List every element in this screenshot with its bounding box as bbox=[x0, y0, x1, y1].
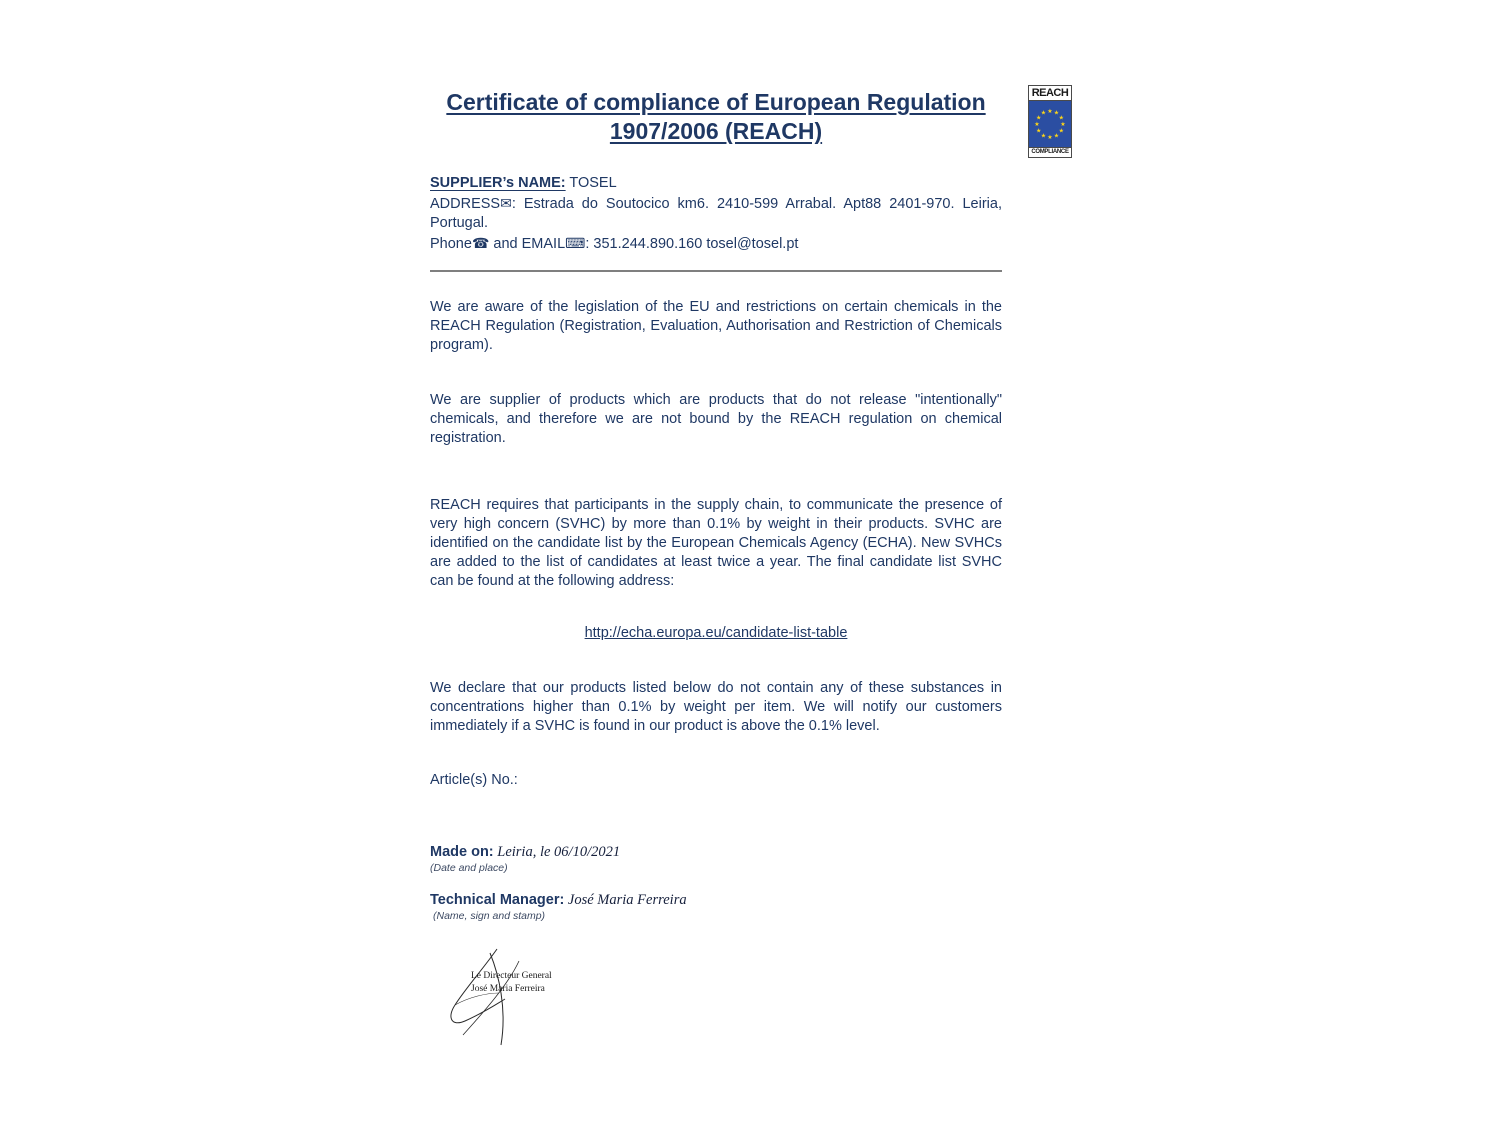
title-line-1: Certificate of compliance of European Regulation bbox=[446, 89, 986, 115]
reach-logo-title: REACH bbox=[1029, 86, 1071, 101]
made-on-value: Leiria, le 06/10/2021 bbox=[493, 844, 621, 860]
phone-icon: ☎ bbox=[471, 234, 490, 251]
title-line-2: 1907/2006 (REACH) bbox=[609, 118, 823, 144]
articles-label: Article(s) No.: bbox=[430, 772, 518, 788]
candidate-list-link-line bbox=[430, 625, 1002, 641]
svg-text:★: ★ bbox=[1058, 128, 1064, 135]
svg-text:★: ★ bbox=[1047, 135, 1053, 141]
paragraph-awareness: We are aware of the legislation of the EU and restrictions on certain chemicals in the REACH Regulation (Registration, Evaluation, Authorisation and Restriction of Chemicals program). bbox=[430, 299, 1002, 353]
technical-manager-line bbox=[430, 892, 1002, 909]
email-label: and EMAIL bbox=[489, 235, 566, 252]
reach-logo-subtitle: COMPLIANCE bbox=[1029, 147, 1071, 157]
supplier-name-label: SUPPLIER’s NAME: bbox=[430, 175, 566, 191]
supplier-name-value: TOSEL bbox=[565, 175, 617, 191]
envelope-icon: ✉ bbox=[500, 194, 512, 211]
signature-name-text: José Maria Ferreira bbox=[471, 984, 545, 994]
paragraph-svhc-requirements: REACH requires that participants in the supply chain, to communicate the presence of very high concern (SVHC) by more than 0.1% by weight in their products. SVHC are identified on the candidate list by the European Chemicals Agency (ECHA). New SVHCs are added to the list of candidates at least twice a year. The final candidate list SVHC can be found at the following address: bbox=[430, 497, 1002, 589]
svg-text:★: ★ bbox=[1060, 122, 1066, 128]
phone-label: Phone bbox=[430, 235, 472, 252]
contact-value: : 351.244.890.160 tosel@tosel.pt bbox=[585, 235, 799, 252]
horizontal-divider bbox=[430, 270, 1002, 272]
svg-text:★: ★ bbox=[1034, 122, 1040, 128]
computer-icon: ⌨ bbox=[565, 234, 586, 251]
paragraph-supplier-status: We are supplier of products which are products that do not release "intentionally" chemicals, and therefore we are not bound by the REACH regulation on chemical registration. bbox=[430, 392, 1002, 446]
made-on-line bbox=[430, 844, 1002, 861]
signature-area bbox=[435, 947, 575, 1047]
technical-manager-label: Technical Manager: bbox=[430, 892, 565, 908]
document-title bbox=[430, 88, 1002, 146]
address-value: : Estrada do Soutocico km6. 2410-599 Arrabal. Apt88 2401-970. Leiria, Portugal. bbox=[430, 195, 1002, 231]
technical-manager-value: José Maria Ferreira bbox=[564, 892, 687, 908]
certificate-document bbox=[430, 88, 1002, 1047]
supplier-name-line bbox=[430, 174, 1002, 194]
svg-text:★: ★ bbox=[1047, 109, 1053, 115]
paragraph-declaration: We declare that our products listed below do not contain any of these substances in concentrations higher than 0.1% by weight per item. We will notify our customers immediately if a SVHC is found in our product is above the 0.1% level. bbox=[430, 680, 1002, 734]
eu-flag-icon bbox=[1029, 101, 1071, 147]
supplier-contact-line bbox=[430, 234, 1002, 255]
svg-text:★: ★ bbox=[1058, 115, 1064, 122]
svg-text:★: ★ bbox=[1036, 128, 1042, 135]
address-label: ADDRESS bbox=[430, 195, 501, 212]
reach-compliance-logo bbox=[1028, 85, 1072, 158]
signature-scribble-icon bbox=[435, 947, 575, 1047]
name-sign-stamp-note: (Name, sign and stamp) bbox=[433, 910, 546, 922]
made-on-label: Made on: bbox=[430, 844, 494, 860]
candidate-list-link[interactable]: http://echa.europa.eu/candidate-list-table bbox=[584, 625, 848, 641]
svg-text:★: ★ bbox=[1040, 110, 1047, 117]
supplier-address-line bbox=[430, 194, 1002, 234]
svg-text:★: ★ bbox=[1053, 133, 1060, 140]
date-place-note: (Date and place) bbox=[430, 862, 508, 874]
svg-text:★: ★ bbox=[1040, 133, 1047, 140]
svg-text:★: ★ bbox=[1036, 115, 1042, 122]
signature-title-text: Le Directeur General bbox=[471, 971, 552, 981]
supplier-block bbox=[430, 174, 1002, 254]
svg-text:★: ★ bbox=[1053, 110, 1060, 117]
